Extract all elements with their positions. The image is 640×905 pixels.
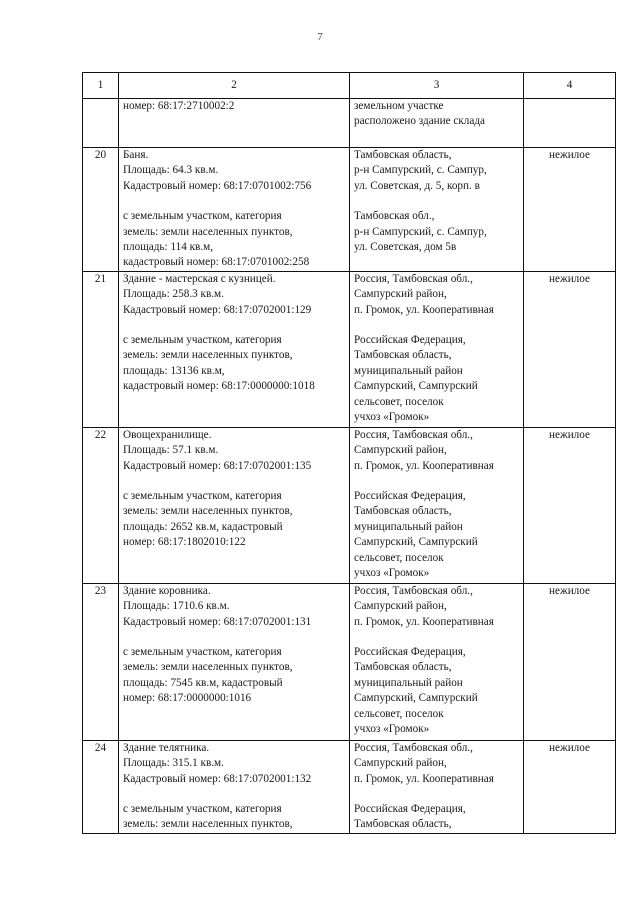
address-line: учхоз «Громок» [354,567,430,580]
description-line: Здание - мастерская с кузницей. [123,272,276,285]
column-header-4: 4 [524,73,616,99]
description-line: Площадь: 258.3 кв.м. [123,288,224,301]
address-line: сельсовет, поселок [354,707,444,720]
address-line: Сампурский, Сампурский [354,380,478,393]
line-gap [123,194,345,209]
description-line: Кадастровый номер: 68:17:0702001:135 [123,459,312,472]
line-gap [354,787,519,802]
description-line: с земельным участком, категория [123,490,282,503]
address-line: Россия, Тамбовская обл., [354,741,473,754]
address-line: Российская Федерация, [354,646,466,659]
description-line: с земельным участком, категория [123,210,282,223]
table-header-row [83,73,616,99]
line-gap [354,318,519,333]
description-cell [119,148,350,272]
address-cell [350,583,524,740]
line-gap [123,318,345,333]
status-cell: нежилое [524,583,616,740]
description-line: Кадастровый номер: 68:17:0702001:129 [123,303,312,316]
description-line: номер: 68:17:1802010:122 [123,536,246,549]
description-line: земель: земли населенных пунктов, [123,349,293,362]
address-line: р-н Сампурский, с. Сампур, [354,225,487,238]
address-line: ул. Советская, дом 5в [354,241,457,254]
status-cell [524,99,616,148]
property-registry-table [82,72,616,834]
address-cell [350,271,524,427]
row-number-cell: 24 [83,740,119,833]
line-gap [354,630,519,645]
address-line: муниципальный район [354,364,463,377]
address-line: Россия, Тамбовская обл., [354,272,473,285]
address-line: ул. Советская, д. 5, корп. в [354,179,480,192]
description-line: Овощехранилище. [123,428,212,441]
address-line: Тамбовская область, [354,505,452,518]
address-line: п. Громок, ул. Кооперативная [354,772,494,785]
table-row [83,427,616,583]
line-gap [123,787,345,802]
address-line: Тамбовская область, [354,349,452,362]
status-cell: нежилое [524,740,616,833]
description-line: номер: 68:17:2710002:2 [123,100,235,112]
description-cell [119,271,350,427]
address-line: Сампурский, Сампурский [354,536,478,549]
row-number-cell: 21 [83,271,119,427]
description-line: Кадастровый номер: 68:17:0702001:131 [123,615,312,628]
address-line: сельсовет, поселок [354,395,444,408]
address-line: Тамбовская область, [354,818,452,831]
address-line: Сампурский район, [354,444,447,457]
description-line: с земельным участком, категория [123,646,282,659]
description-line: площадь: 2652 кв.м, кадастровый [123,520,283,533]
address-line: муниципальный район [354,520,463,533]
description-line: кадастровый номер: 68:17:0701002:258 [123,256,310,269]
column-header-3: 3 [350,73,524,99]
column-header-2: 2 [119,73,350,99]
description-line: площадь: 7545 кв.м, кадастровый [123,676,283,689]
address-line: Российская Федерация, [354,334,466,347]
description-line: Площадь: 64.3 кв.м. [123,164,219,177]
page-number: 7 [317,31,323,43]
address-line: земельном участке [354,100,444,112]
description-line: площадь: 13136 кв.м, [123,364,225,377]
description-cell [119,99,350,148]
address-line: сельсовет, поселок [354,551,444,564]
table-row [83,583,616,740]
row-number-cell [83,99,119,148]
address-line: п. Громок, ул. Кооперативная [354,615,494,628]
description-line: Площадь: 1710.6 кв.м. [123,600,230,613]
description-line: земель: земли населенных пунктов, [123,661,293,674]
line-gap [123,474,345,489]
address-line: учхоз «Громок» [354,411,430,424]
description-line: Кадастровый номер: 68:17:0702001:132 [123,772,312,785]
address-line: Российская Федерация, [354,803,466,816]
description-line: земель: земли населенных пунктов, [123,505,293,518]
description-line: Здание коровника. [123,584,211,597]
description-line: Площадь: 57.1 кв.м. [123,444,219,457]
description-line: кадастровый номер: 68:17:0000000:1018 [123,380,315,393]
description-cell [119,583,350,740]
status-cell: нежилое [524,427,616,583]
address-line: Россия, Тамбовская обл., [354,428,473,441]
description-line: с земельным участком, категория [123,803,282,816]
description-line: Здание телятника. [123,741,210,754]
table-row [83,271,616,427]
description-line: с земельным участком, категория [123,334,282,347]
line-gap [354,194,519,209]
description-cell [119,427,350,583]
address-line: учхоз «Громок» [354,723,430,736]
address-line: Тамбовская область, [354,149,452,161]
status-cell: нежилое [524,148,616,272]
description-line: Баня. [123,149,149,161]
row-number-cell: 23 [83,583,119,740]
address-line: р-н Сампурский, с. Сампур, [354,164,487,177]
description-line: Площадь: 315.1 кв.м. [123,757,224,770]
address-line: Россия, Тамбовская обл., [354,584,473,597]
address-line: п. Громок, ул. Кооперативная [354,459,494,472]
address-line: Сампурский, Сампурский [354,692,478,705]
description-cell [119,740,350,833]
status-cell: нежилое [524,271,616,427]
row-number-cell: 20 [83,148,119,272]
address-line: муниципальный район [354,676,463,689]
table-row [83,148,616,272]
address-cell [350,99,524,148]
table-row-continuation [83,99,616,148]
line-gap [123,630,345,645]
address-line: п. Громок, ул. Кооперативная [354,303,494,316]
description-line: номер: 68:17:0000000:1016 [123,692,252,705]
column-header-1: 1 [83,73,119,99]
address-line: Сампурский район, [354,600,447,613]
address-cell [350,740,524,833]
address-cell [350,427,524,583]
address-line: Российская Федерация, [354,490,466,503]
address-line: Тамбовская область, [354,661,452,674]
address-cell [350,148,524,272]
description-line: земель: земли населенных пунктов, [123,225,293,238]
address-line: Тамбовская обл., [354,210,435,223]
row-number-cell: 22 [83,427,119,583]
table-row [83,740,616,833]
address-line: Сампурский район, [354,757,447,770]
address-line: расположено здание склада [354,115,485,128]
line-gap [354,474,519,489]
description-line: площадь: 114 кв.м, [123,241,213,254]
description-line: земель: земли населенных пунктов, [123,818,293,831]
description-line: Кадастровый номер: 68:17:0701002:756 [123,179,312,192]
address-line: Сампурский район, [354,288,447,301]
